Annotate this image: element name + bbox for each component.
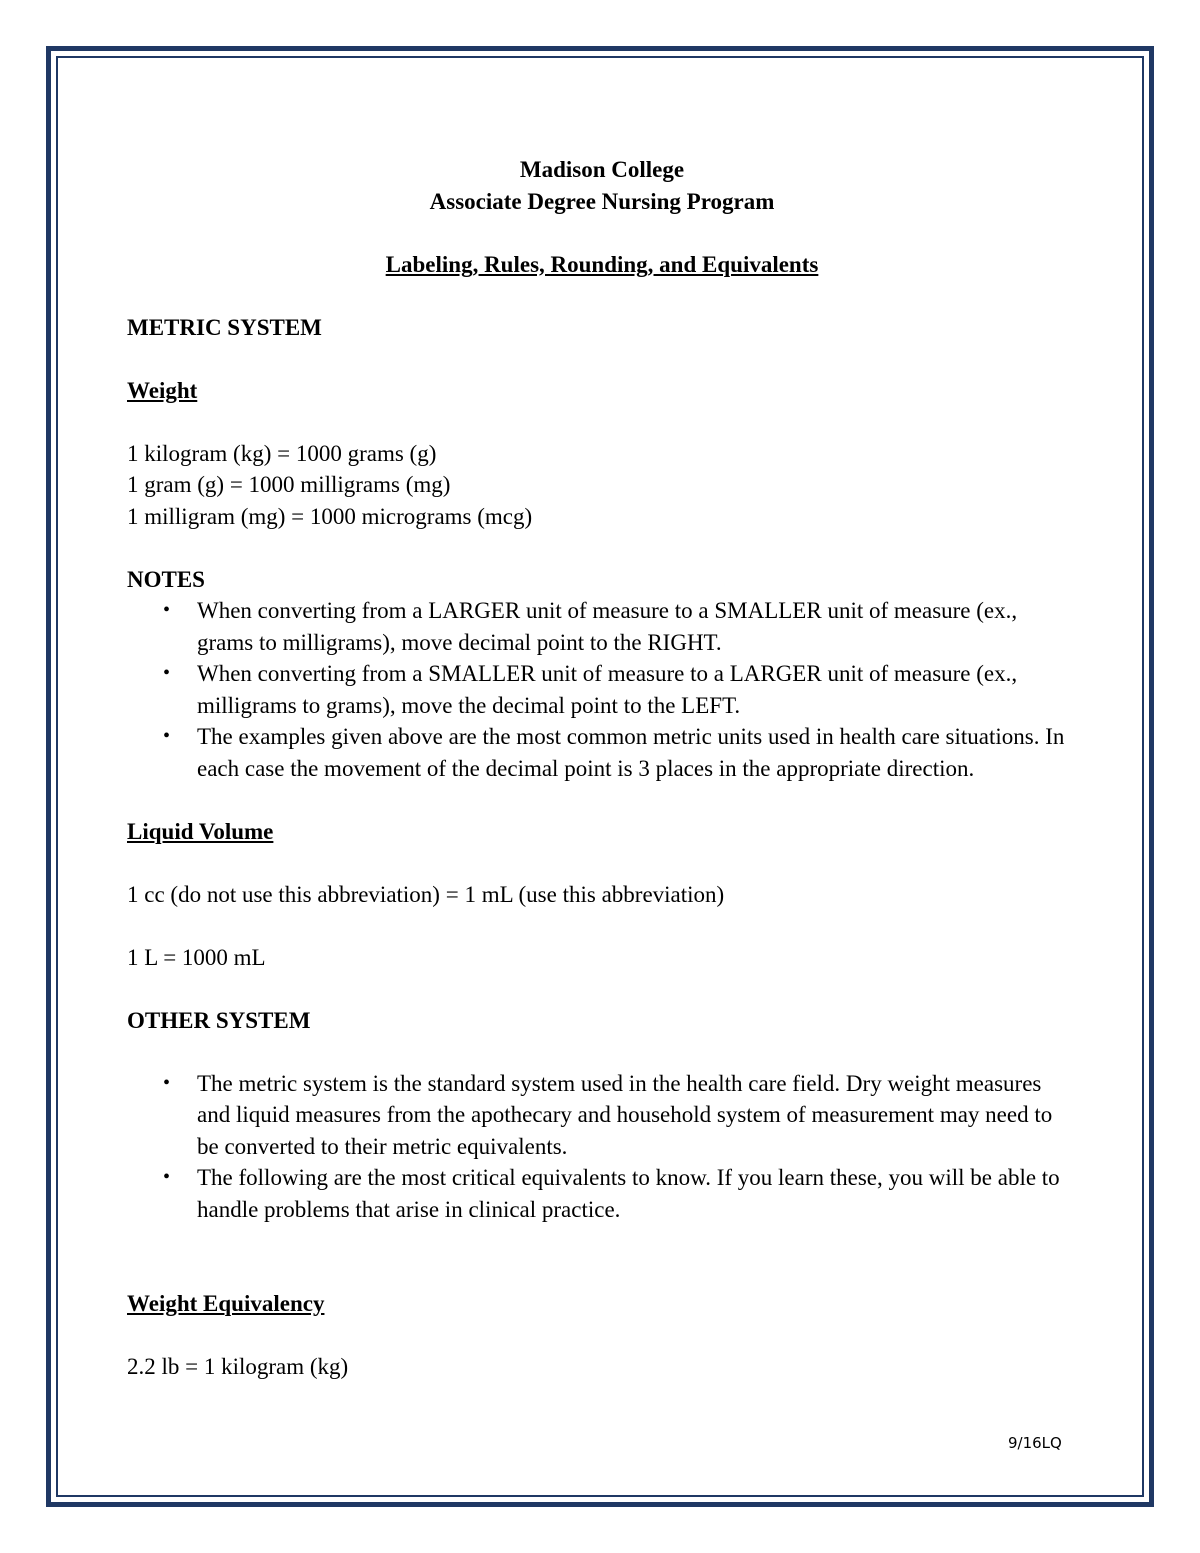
weight-heading: Weight xyxy=(127,377,198,403)
weight-line: 1 milligram (mg) = 1000 micrograms (mcg) xyxy=(127,503,533,529)
list-item-text: The metric system is the standard system used in the health care field. Dry weight measures and liquid measures from the apothecary and household system of measurement may need to be converted to their metric equivalents. xyxy=(197,1070,1053,1159)
list-item-text: When converting from a LARGER unit of measure to a SMALLER unit of measure (ex., grams to milligrams), move decimal point to the RIGHT. xyxy=(197,598,1018,655)
list-item-text: The examples given above are the most common metric units used in health care situations. In each case the movement of the decimal point is 3 places in the appropriate direction. xyxy=(197,724,1065,781)
liquid-volume-heading: Liquid Volume xyxy=(127,818,274,844)
bullet-icon: • xyxy=(163,599,171,621)
list-item xyxy=(127,595,1077,658)
bullet-icon: • xyxy=(163,1071,171,1094)
liquid-volume-line: 1 cc (do not use this abbreviation) = 1 mL (use this abbreviation) xyxy=(127,881,725,907)
metric-system-heading: METRIC SYSTEM xyxy=(127,314,322,340)
list-item xyxy=(127,658,1077,721)
other-system-list xyxy=(127,1068,1077,1226)
weight-equivalency-line: 2.2 lb = 1 kilogram (kg) xyxy=(127,1354,349,1379)
document-body xyxy=(127,154,1077,1383)
institution-name: Madison College xyxy=(519,157,685,182)
bullet-icon: • xyxy=(163,662,171,684)
weight-line: 1 gram (g) = 1000 milligrams (mg) xyxy=(127,472,451,497)
liquid-volume-line: 1 L = 1000 mL xyxy=(127,944,266,970)
weight-line: 1 kilogram (kg) = 1000 grams (g) xyxy=(127,440,437,466)
other-system-heading: OTHER SYSTEM xyxy=(127,1007,311,1033)
notes-list xyxy=(127,595,1077,784)
bullet-icon: • xyxy=(163,1166,171,1188)
program-name: Associate Degree Nursing Program xyxy=(429,188,775,214)
document-code: 9/16LQ xyxy=(1008,1434,1062,1452)
weight-equivalency-heading: Weight Equivalency xyxy=(127,1291,325,1316)
list-item xyxy=(127,721,1077,784)
list-item xyxy=(127,1068,1077,1163)
document-title: Labeling, Rules, Rounding, and Equivalents xyxy=(385,251,819,277)
list-item-text: When converting from a SMALLER unit of measure to a LARGER unit of measure (ex., milligrams to grams), move the decimal point to the LEFT. xyxy=(197,661,1018,718)
list-item-text: The following are the most critical equivalents to know. If you learn these, you will be able to handle problems that arise in clinical practice. xyxy=(197,1165,1060,1222)
bullet-icon: • xyxy=(163,725,171,747)
list-item xyxy=(127,1162,1077,1225)
notes-heading: NOTES xyxy=(127,566,205,592)
